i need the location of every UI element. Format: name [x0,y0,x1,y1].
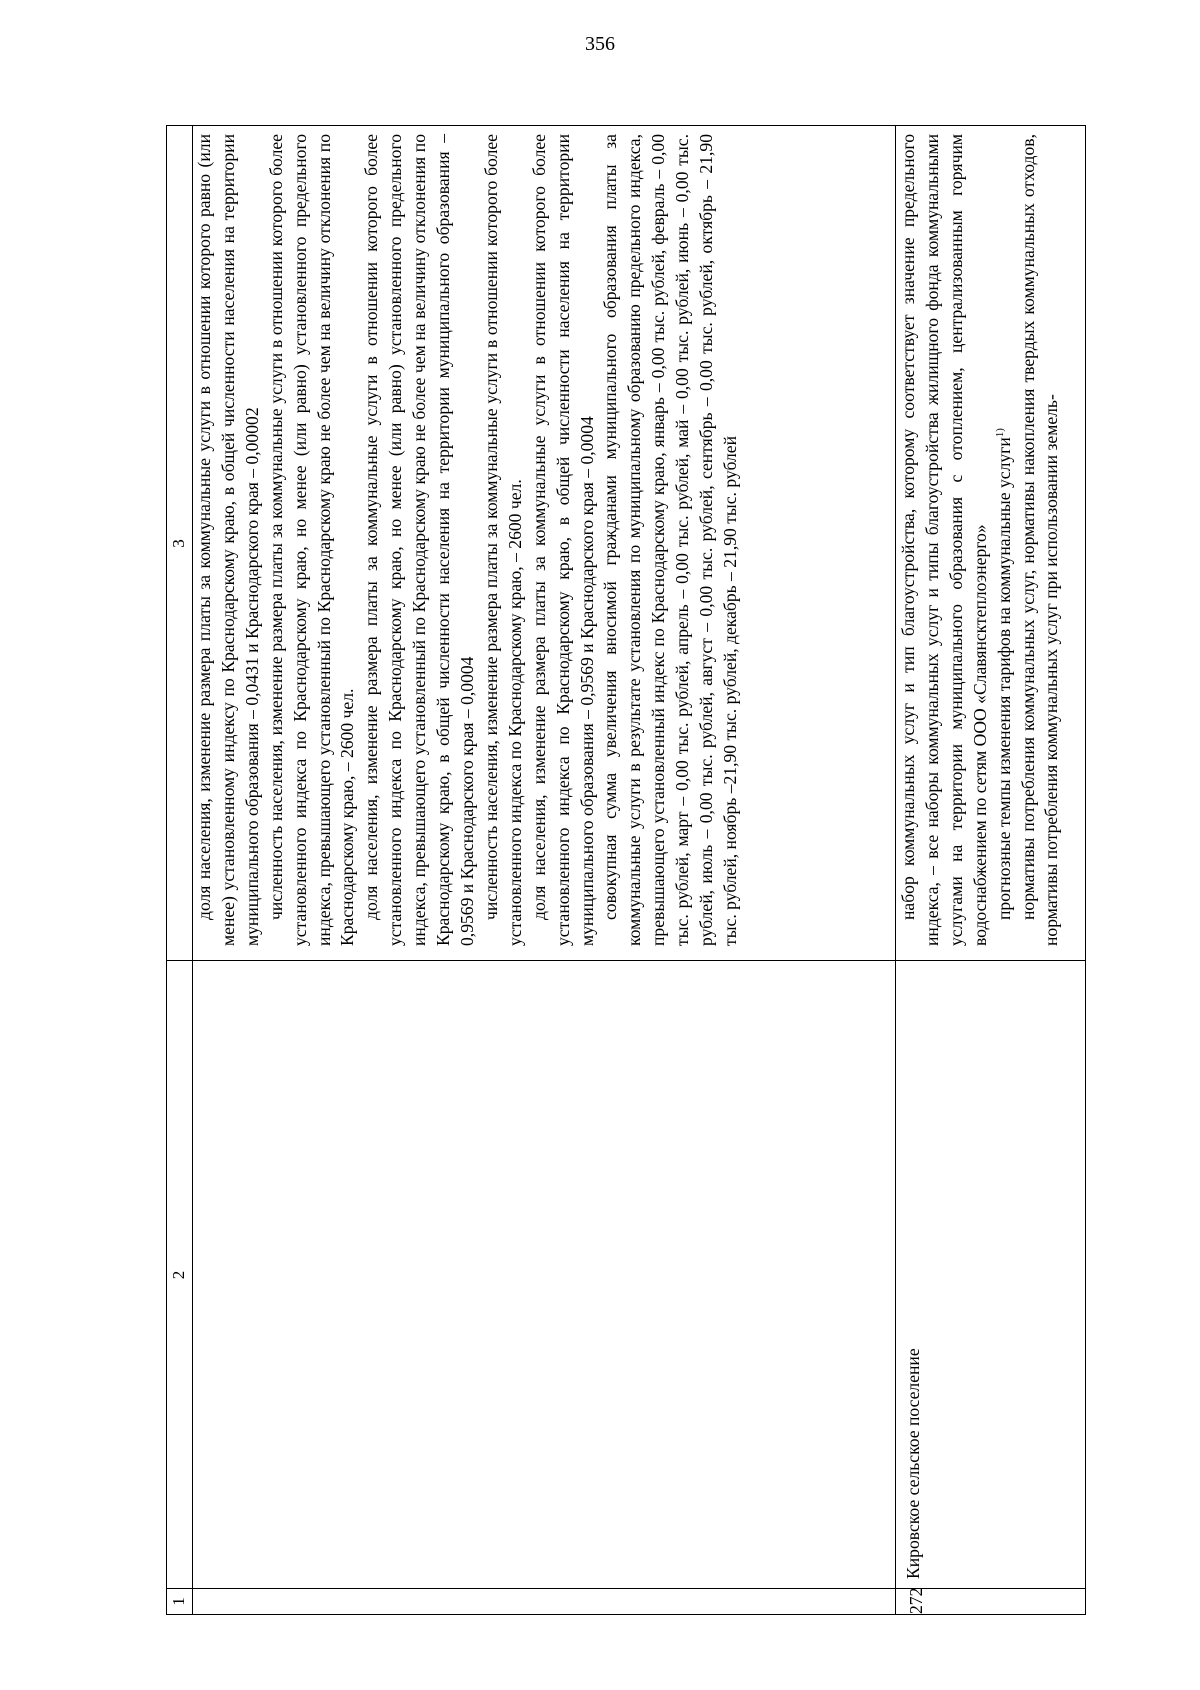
paragraph: совокупная сумма увеличения вносимой гражданами муниципального образования платы за коммунальные услуги в результате установления по муниципальному образованию предельного индекса, превышающего установленный индекс по Краснодарскому краю, январь – 0,00 тыс. рублей, февраль – 0,00 тыс. рублей, март – 0,00 тыс. рублей, апрель – 0,00 тыс. рублей, май – 0,00 тыс. рублей, июнь – 0,00 тыс. рублей, июль – 0,00 тыс. рублей, август – 0,00 тыс. рублей, сентябрь – 0,00 тыс. рублей, октябрь – 21,90 тыс. рублей, ноябрь –21,90 тыс. рублей, декабрь – 21,90 тыс. рублей [600,134,740,946]
table-header-row [167,126,193,1614]
paragraph: набор коммунальных услуг и тип благоустройства, которому соответствует значение предельного индекса, – все наборы коммунальных услуг и типы благоустройства жилищного фонда коммунальными услугами на территории муниципального образования с отоплением, централизованным горячим водоснабжением по сетям ООО «Славянсктеплоэнерго» [898,134,990,946]
row-divider [895,126,896,1614]
header-col-1: 1 [169,1597,188,1606]
row-continuation-text [193,134,743,946]
paragraph: нормативы потребления коммунальных услуг, нормативы накопления твердых коммунальных отходов, нормативы потребления коммунальных услуг при использовании земель- [1017,134,1062,946]
paragraph: доля населения, изменение размера платы за коммунальные услуги в отношении которого более установленного индекса по Краснодарскому краю, но менее (или равно) установленного предельного индекса, превышающего установленный по Краснодарскому краю не более чем на величину отклонения по Краснодарскому краю, в общей численности населения на территории муниципального образования – 0,9569 и Краснодарского края – 0,0004 [361,134,477,946]
header-col-3: 3 [169,539,188,548]
footnote-mark: 1) [993,428,1006,438]
column-divider-1 [167,1588,1085,1589]
paragraph: численность населения, изменение размера платы за коммунальные услуги в отношении которого более установленного индекса по Краснодарскому краю, – 2600 чел. [480,134,525,946]
paragraph-text: прогнозные темпы изменения тарифов на коммунальные услуги [993,437,1014,920]
rotated-table [166,125,1086,1615]
row-number: 272 [906,1587,926,1614]
paragraph: доля населения, изменение размера платы за коммунальные услуги в отношении которого равно (или менее) установленному индексу по Краснодарскому краю, в общей численности населения на территории муниципального образования – 0,0431 и Краснодарского края – 0,00002 [194,134,262,946]
page-number: 356 [585,33,615,55]
row-272-text [897,134,1064,946]
column-divider-2 [167,960,1085,961]
paragraph [993,134,1017,946]
paragraph: численность населения, изменение размера платы за коммунальные услуги в отношении которого более установленного индекса по Краснодарскому краю, но менее (или равно) установленного предельного индекса, превышающего установленный по Краснодарскому краю не более чем на величину отклонения по Краснодарскому краю, – 2600 чел. [265,134,358,946]
paragraph: доля населения, изменение размера платы за коммунальные услуги в отношении которого более установленного индекса по Краснодарскому краю, в общей численности населения на территории муниципального образования – 0,9569 и Краснодарского края – 0,0004 [528,134,597,946]
header-col-2: 2 [169,1270,188,1280]
municipality-name: Кировское сельское поселение [903,1348,923,1579]
